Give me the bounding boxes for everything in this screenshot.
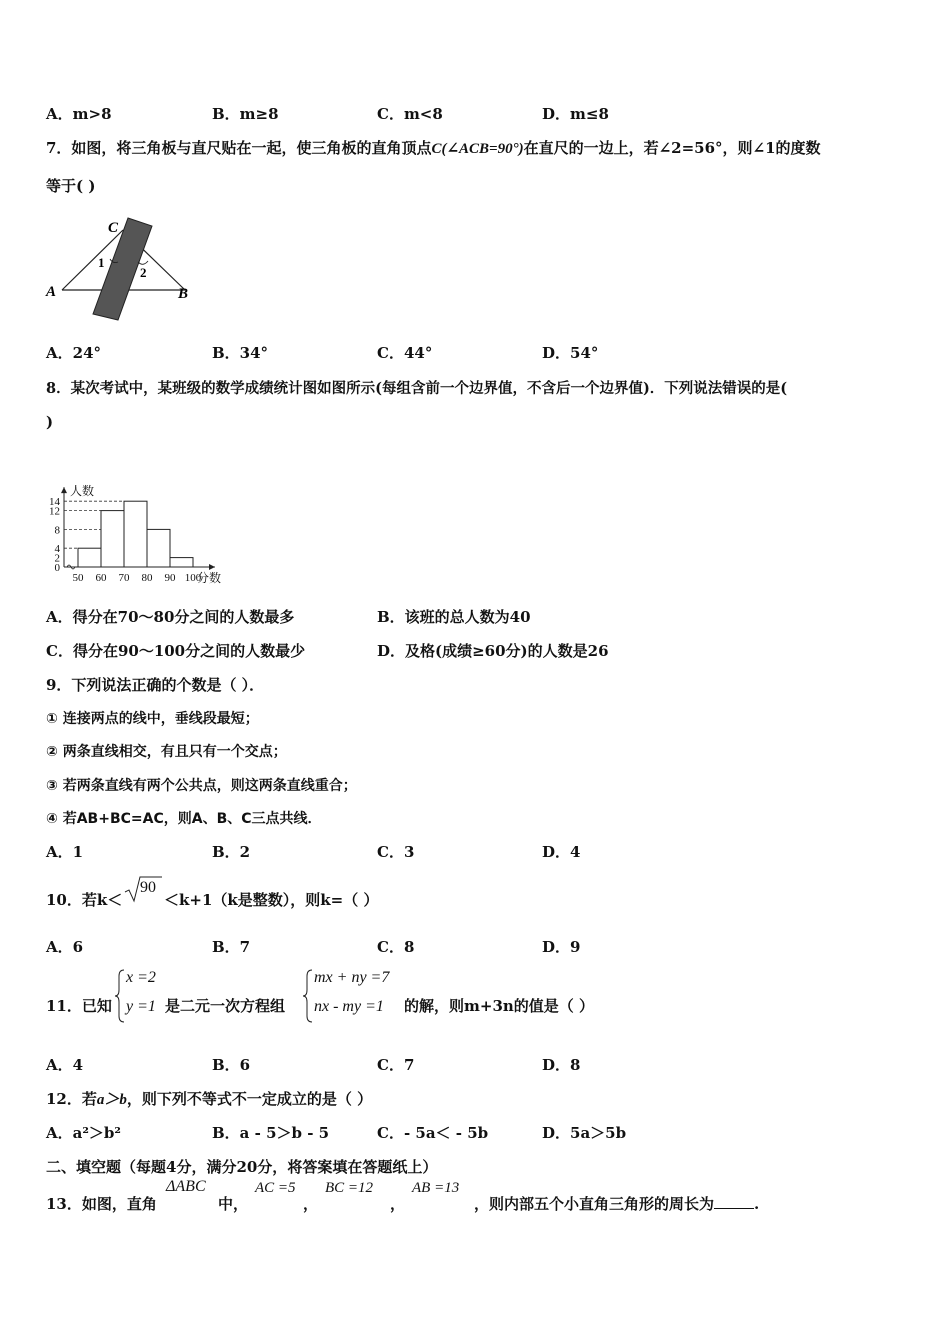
q9-option-a: A．1 — [46, 843, 84, 861]
q6-option-d: D．m≤8 — [542, 105, 609, 123]
q13-triangle: ΔABC — [166, 1178, 206, 1195]
q6-option-b: B．m≥8 — [212, 105, 279, 123]
sys1-eq2: y =1 — [126, 998, 156, 1015]
q8-stem-line2: ) — [46, 413, 54, 431]
q12-option-c: C．- 5a＜ - 5b — [377, 1124, 489, 1142]
q10-stem-end: ＜k+1（k是整数），则k=（ ） — [164, 891, 379, 909]
system-brace-1 — [114, 968, 126, 1024]
q11-stem-mid: 是二元一次方程组 — [165, 997, 286, 1015]
q12-option-d: D．5a＞5b — [542, 1124, 627, 1142]
x-tick-label-80: 80 — [141, 572, 153, 584]
q10-option-c: C．8 — [377, 938, 415, 956]
q9-option-b: B．2 — [212, 843, 251, 861]
q8-option-d: D．及格(成绩≥60分)的人数是26 — [377, 642, 609, 660]
y-axis-label: 人数 — [70, 484, 95, 499]
q9-item-1: ① 连接两点的线中，垂线段最短； — [46, 711, 259, 727]
q11-option-c: C．7 — [377, 1056, 415, 1074]
q12-option-a: A．a²＞b² — [46, 1124, 121, 1142]
x-tick-label-100: 100 — [184, 572, 202, 584]
y-tick-label-4: 4 — [54, 543, 60, 556]
sys2-eq1: mx + ny =7 — [314, 969, 390, 986]
q13-stem-end: ，则内部五个小直角三角形的周长为 . — [474, 1195, 760, 1213]
q13-sep-1: ， — [303, 1195, 319, 1213]
q8-option-c: C．得分在90～100分之间的人数最少 — [46, 642, 306, 660]
label-a: A — [46, 284, 57, 300]
y-tick-label-0: 0 — [54, 562, 60, 574]
label-angle-1: 1 — [98, 255, 105, 270]
y-tick-label-8: 8 — [54, 524, 60, 537]
q9-stem: 9．下列说法正确的个数是（ ）． — [46, 676, 265, 694]
sys1-eq1: x =2 — [126, 969, 156, 986]
label-angle-2: 2 — [140, 265, 147, 280]
q10-option-a: A．6 — [46, 938, 84, 956]
q8-stem: 8．某次考试中，某班级的数学成绩统计图如图所示(每组含前一个边界值，不含后一个边界值)．下列说法错误的是( — [46, 380, 788, 397]
q11-option-a: A．4 — [46, 1056, 84, 1074]
q7-option-c: C．44° — [377, 344, 433, 362]
q13-sep-2: ， — [390, 1195, 406, 1213]
x-axis-label: 分数 — [197, 571, 222, 585]
q13-stem-mid: 中， — [218, 1195, 249, 1213]
histogram-bar-60-70 — [101, 511, 124, 567]
q13-bc: BC =12 — [325, 1180, 374, 1196]
q9-option-d: D．4 — [542, 843, 581, 861]
x-tick-label-50: 50 — [72, 572, 84, 584]
q7-stem: 7．如图，将三角板与直尺贴在一起，使三角板的直角顶点C(∠ACB=90°)在直尺的一边上，若∠2=56°，则∠1的度数 — [46, 139, 821, 157]
q11-stem-start: 11．已知 — [46, 997, 112, 1015]
x-axis-arrow — [209, 564, 215, 570]
x-tick-label-60: 60 — [95, 572, 107, 584]
q9-item-4: ④ 若AB+BC=AC，则A、B、C三点共线． — [46, 811, 322, 827]
system-brace-2 — [302, 968, 314, 1024]
q10-option-b: B．7 — [212, 938, 251, 956]
q7-option-b: B．34° — [212, 344, 269, 362]
q7-option-d: D．54° — [542, 344, 599, 362]
label-b: B — [178, 286, 189, 302]
q10-stem-start: 10．若k＜ — [46, 891, 123, 909]
x-tick-label-90: 90 — [164, 572, 176, 584]
q11-option-d: D．8 — [542, 1056, 581, 1074]
answer-blank[interactable] — [714, 1194, 754, 1209]
q7-option-a: A．24° — [46, 344, 102, 362]
histogram-bar-90-100 — [170, 558, 193, 567]
sqrt-argument: 90 — [140, 879, 156, 896]
score-histogram — [40, 440, 260, 592]
q13-ab: AB =13 — [412, 1180, 460, 1196]
y-tick-label-12: 12 — [49, 505, 60, 518]
q9-item-2: ② 两条直线相交，有且只有一个交点； — [46, 744, 287, 760]
q12-stem: 12．若a＞b，则下列不等式不一定成立的是（ ） — [46, 1090, 373, 1108]
q12-option-b: B．a - 5＞b - 5 — [212, 1124, 330, 1142]
q9-item-3: ③ 若两条直线有两个公共点，则这两条直线重合； — [46, 778, 357, 794]
q7-figure — [40, 210, 210, 325]
sys2-eq2: nx - my =1 — [314, 998, 384, 1015]
y-axis-arrow — [61, 487, 67, 493]
y-tick-label-2: 2 — [54, 552, 60, 565]
q13-ac: AC =5 — [255, 1180, 296, 1196]
q8-option-a: A．得分在70～80分之间的人数最多 — [46, 608, 295, 626]
q11-option-b: B．6 — [212, 1056, 251, 1074]
q6-option-a: A．m>8 — [46, 105, 112, 123]
q7-stem-line2: 等于( ) — [46, 177, 96, 195]
y-tick-label-14: 14 — [49, 496, 60, 509]
label-c: C — [108, 220, 119, 236]
q11-stem-end: 的解，则m+3n的值是（ ） — [404, 997, 595, 1015]
histogram-bar-70-80 — [124, 501, 147, 567]
q8-option-b: B．该班的总人数为40 — [377, 608, 531, 626]
q13-stem-start: 13．如图，直角 — [46, 1195, 157, 1213]
histogram-bar-80-90 — [147, 529, 170, 567]
histogram-bar-50-60 — [78, 548, 101, 567]
q6-option-c: C．m<8 — [377, 105, 443, 123]
x-tick-label-70: 70 — [118, 572, 130, 584]
q10-option-d: D．9 — [542, 938, 581, 956]
q9-option-c: C．3 — [377, 843, 415, 861]
section-2-title: 二、填空题（每题4分，满分20分，将答案填在答题纸上） — [46, 1158, 438, 1176]
